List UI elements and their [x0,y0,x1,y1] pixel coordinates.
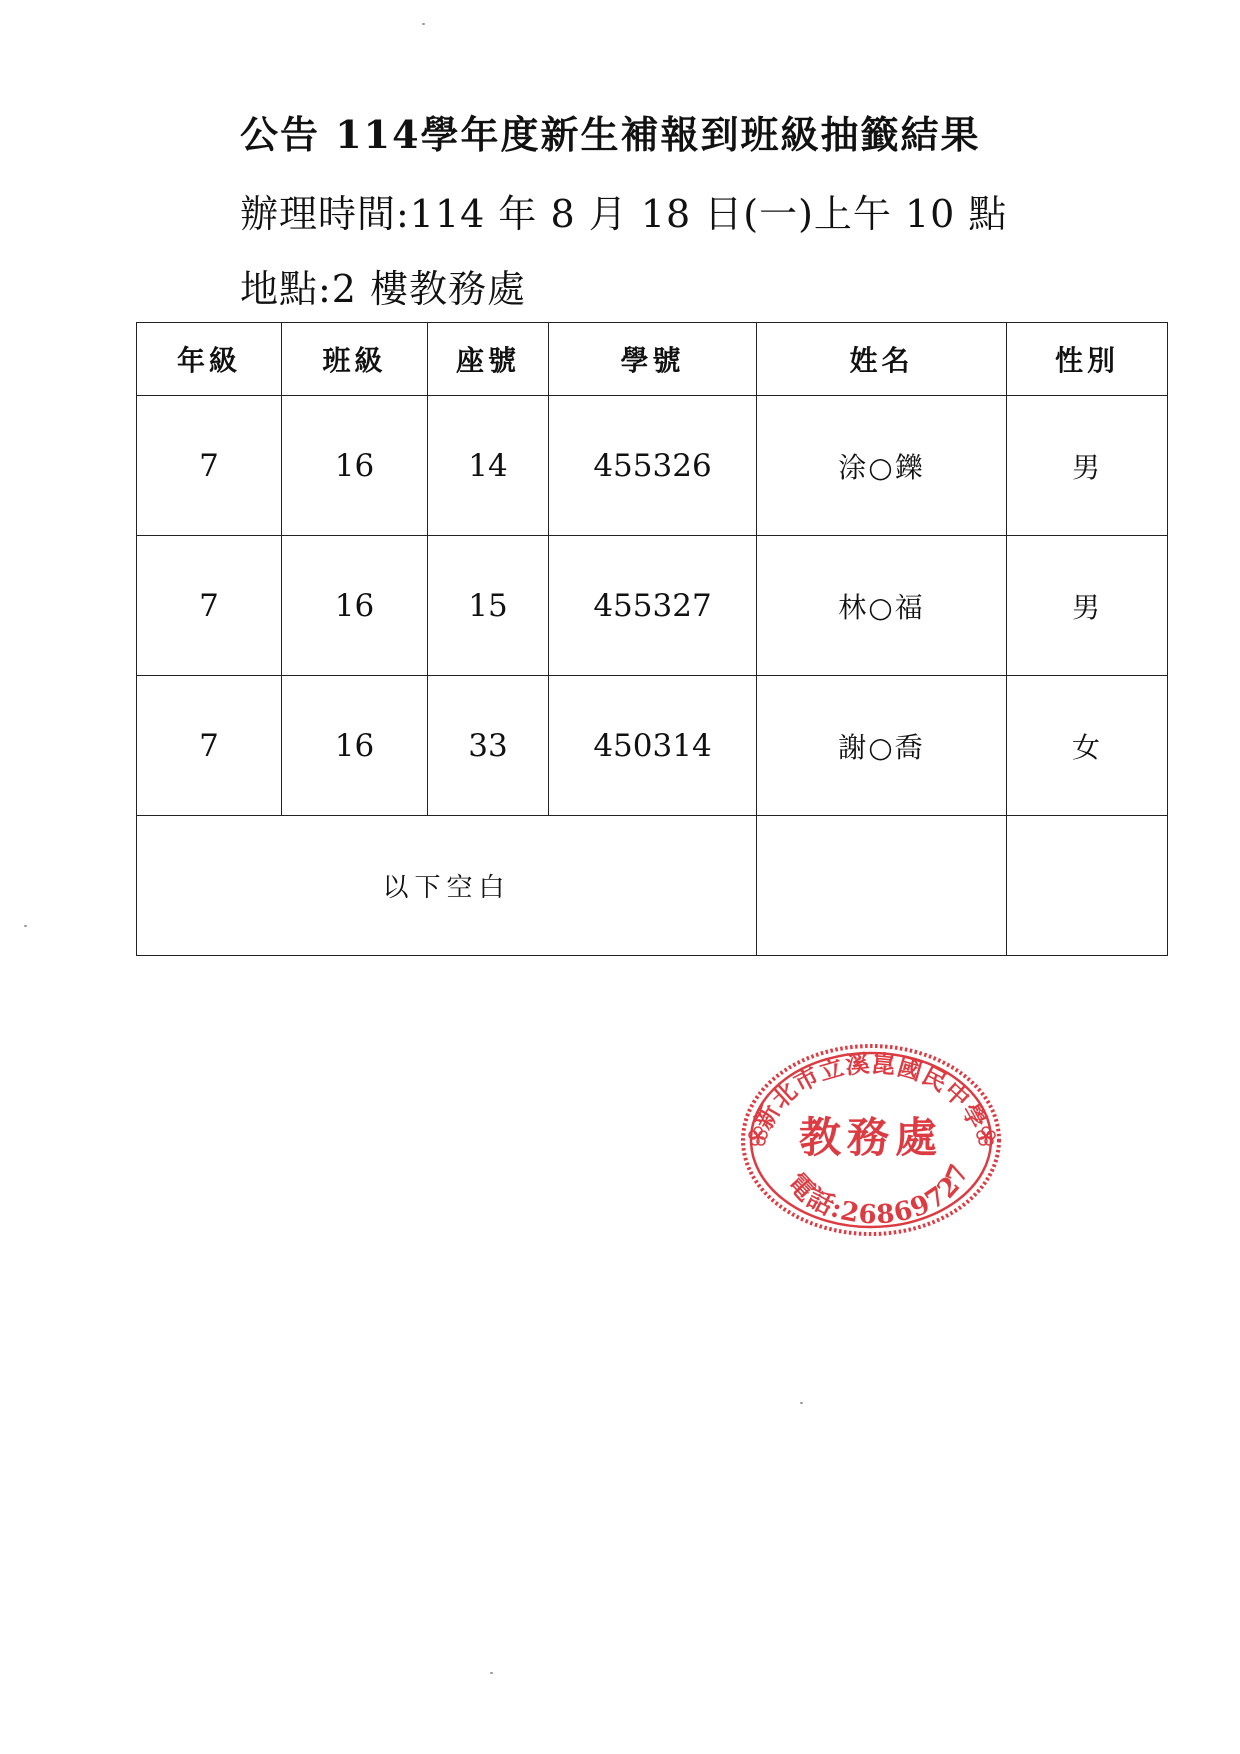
gender-cell: 女 [1007,676,1168,816]
name-cell: 林○福 [757,536,1007,676]
header-name: 姓名 [757,323,1007,396]
svg-text:電話:26869727 [781,1159,976,1230]
scan-speck [422,23,425,25]
blank-note: 以下空白 [137,816,757,956]
scan-speck [800,1402,803,1404]
table-row [137,396,1168,536]
name-cell: 涂○鑠 [757,396,1007,536]
student-id-cell: 455326 [549,396,757,536]
table-row [137,536,1168,676]
class-cell: 16 [282,396,428,536]
gender-cell: 男 [1007,396,1168,536]
stamp-office-name: 教務處 [798,1113,944,1162]
seat-cell: 15 [428,536,549,676]
table-row [137,676,1168,816]
table-header-row [137,323,1168,396]
header-class: 班級 [282,323,428,396]
time-line: 辦理時間:114 年 8 月 18 日(一)上午 10 點 [240,192,1008,236]
name-cell: 謝○喬 [757,676,1007,816]
empty-cell [1007,816,1168,956]
class-cell: 16 [282,676,428,816]
student-id-cell: 450314 [549,676,757,816]
results-table [136,322,1168,956]
class-cell: 16 [282,536,428,676]
flower-icon [977,1127,995,1145]
office-seal-stamp [736,1040,1006,1240]
scan-speck [24,925,27,927]
grade-cell: 7 [137,396,282,536]
grade-cell: 7 [137,676,282,816]
scan-speck [490,1672,493,1674]
header-gender: 性別 [1007,323,1168,396]
header-grade: 年級 [137,323,282,396]
document-title: 公告 114學年度新生補報到班級抽籤結果 [240,112,981,157]
grade-cell: 7 [137,536,282,676]
blank-row [137,816,1168,956]
header-student-id: 學號 [549,323,757,396]
student-id-cell: 455327 [549,536,757,676]
gender-cell: 男 [1007,536,1168,676]
place-line: 地點:2 樓教務處 [240,267,527,311]
empty-cell [757,816,1007,956]
stamp-phone: 電話:26869727 [781,1159,976,1231]
header-seat: 座號 [428,323,549,396]
seat-cell: 14 [428,396,549,536]
seat-cell: 33 [428,676,549,816]
stamp-school-name: 新北市立溪崑國民中學 [748,1048,994,1135]
